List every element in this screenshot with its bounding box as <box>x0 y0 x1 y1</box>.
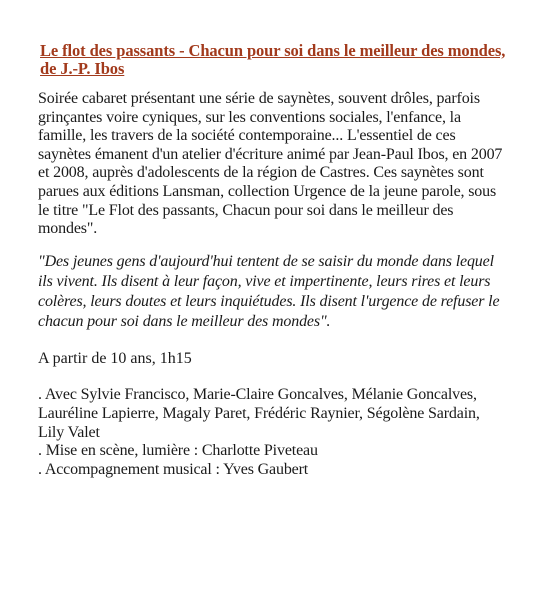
music-line: . Accompagnement musical : Yves Gaubert <box>38 460 309 478</box>
staging-line: . Mise en scène, lumière : Charlotte Piveteau <box>38 442 318 460</box>
document-page <box>38 42 508 479</box>
quote-paragraph: "Des jeunes gens d'aujourd'hui tentent de se saisir du monde dans lequel ils vivent. Ils disent à leur façon, vive et impertinente, leurs rires et leurs colères, leurs doutes et leurs inquiétudes. Ils disent l'urgence de refuser le chacun pour soi dans le meilleur des mondes". <box>38 252 500 330</box>
credits-list <box>38 386 508 479</box>
cast-line: . Avec Sylvie Francisco, Marie-Claire Goncalves, Mélanie Goncalves, Lauréline Lapierre, Magaly Paret, Frédéric Raynier, Ségolène Sardain, Lily Valet <box>38 386 480 441</box>
document-title: Le flot des passants - Chacun pour soi dans le meilleur des mondes, de J.-P. Ibos <box>40 41 506 78</box>
description-paragraph: Soirée cabaret présentant une série de saynètes, souvent drôles, parfois grinçantes voire cyniques, sur les conventions sociales, l'enfance, la famille, les travers de la société contemporaine... L'essentiel de ces saynètes émanent d'un atelier d'écriture animé par Jean-Paul Ibos, en 2007 et 2008, auprès d'adolescents de la région de Castres. Ces saynètes sont parues aux éditions Lansman, collection Urgence de la jeune parole, sous le titre "Le Flot des passants, Chacun pour soi dans le meilleur des mondes". <box>38 90 503 238</box>
age-duration-info: A partir de 10 ans, 1h15 <box>38 349 192 367</box>
